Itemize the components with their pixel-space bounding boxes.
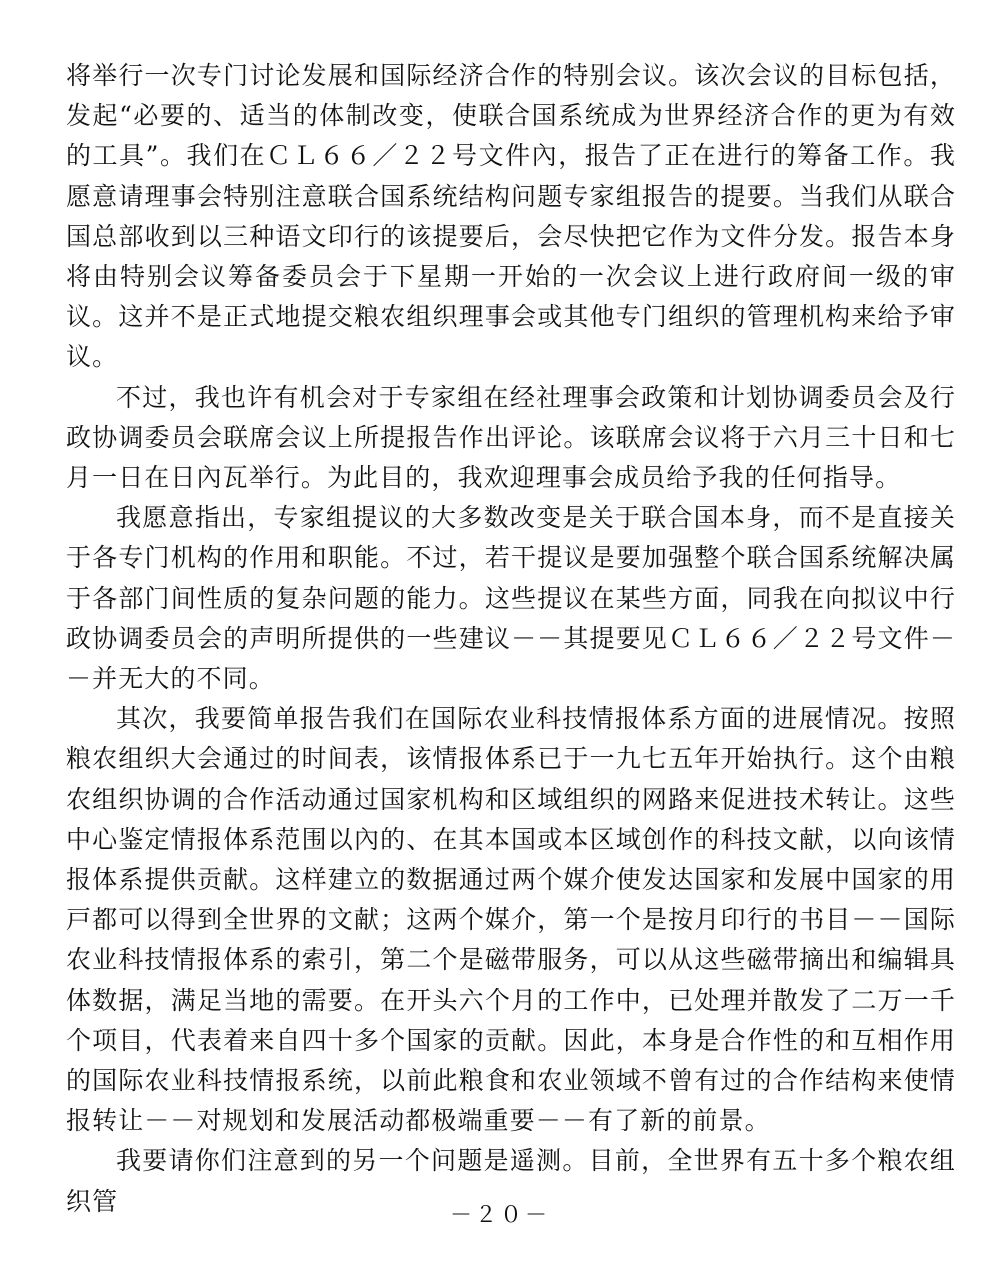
page-number: －２０－	[449, 1203, 550, 1228]
paragraph-4: 其次，我要简单报告我们在国际农业科技情报体系方面的进展情况。按照粮农组织大会通过的时间表，该情报体系已于一九七五年开始执行。这个由粮农组织协调的合作活动通过国家机构和区域组织的网路来促进技术转让。这些中心鉴定情报体系范围以內的、在其本国或本区域创作的科技文献，以向该情报体系提供贡献。这样建立的数据通过两个媒介使发达国家和发展中国家的用戸都可以得到全世界的文献；这两个媒介，第一个是按月印行的书目－－国际农业科技情报体系的索引，第二个是磁带服务，可以从这些磁带摘出和编辑具体数据，满足当地的需要。在开头六个月的工作中，已处理并散发了二万一千个项目，代表着来自四十多个国家的贡献。因此，本身是合作性的和互相作用的国际农业科技情报系统，以前此粮食和农业领域不曾有过的合作结构来使情报转让－－对规划和发展活动都极端重要－－有了新的前景。	[66, 704, 956, 1136]
paragraph-2: 不过，我也许有机会对于专家组在经社理事会政策和计划协调委员会及行政协调委员会联席会议上所提报告作出评论。该联席会议将于六月三十日和七月一日在日內瓦举行。为此目的，我欢迎理事会成员给予我的任何指导。	[66, 382, 956, 493]
paragraph-1: 将举行一次专门讨论发展和国际经济合作的特别会议。该次会议的目标包括，发起“必要的、适当的体制改变，使联合国系统成为世界经济合作的更为有效的工具”。我们在ＣＬ６６／２２号文件內，报告了正在进行的筹备工作。我愿意请理事会特别注意联合国系统结构问题专家组报告的提要。当我们从联合国总部收到以三种语文印行的该提要后，会尽快把它作为文件分发。报告本身将由特别会议筹备委员会于下星期一开始的一次会议上进行政府间一级的审议。这并不是正式地提交粮农组织理事会或其他专门组织的管理机构来给予审议。	[66, 61, 956, 372]
paragraph-3: 我愿意指出，专家组提议的大多数改变是关于联合国本身，而不是直接关于各专门机构的作用和职能。不过，若干提议是要加强整个联合国系统解决属于各部门间性质的复杂问题的能力。这些提议在某些方面，同我在向拟议中行政协调委员会的声明所提供的一些建议－－其提要见ＣＬ６６／２２号文件－－并无大的不同。	[66, 503, 956, 694]
document-body	[66, 56, 956, 1222]
paragraph-5: 我要请你们注意到的另一个问题是遥测。目前，全世界有五十多个粮农组织管	[66, 1146, 956, 1216]
